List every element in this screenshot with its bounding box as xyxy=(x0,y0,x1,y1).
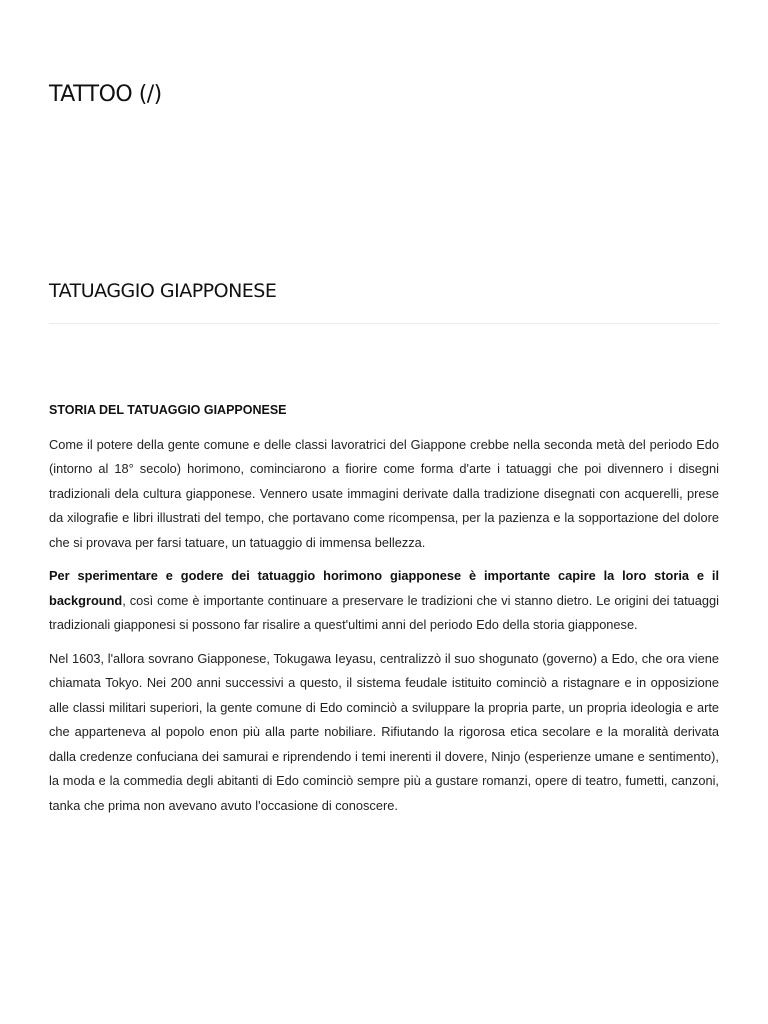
article-paragraph-3: Nel 1603, l'allora sovrano Giapponese, Tokugawa Ieyasu, centralizzò il suo shogunato (governo) a Edo, che ora viene chiamata Tokyo. Nei 200 anni successivi a questo, il sistema feudale istituito cominciò a ristagnare e in opposizione alle classi militari superiori, la gente comune di Edo cominciò a sviluppare la propria parte, un propria ideologia e arte che apparteneva al popolo enon più alla parte nobiliare. Rifiutando la rigorosa etica secolare e la moralità derivata dalla credenze confuciana dei samurai e riprendendo i temi inerenti il dovere, Ninjo (esperienze umane e sentimento), la moda e la commedia degli abitanti di Edo cominciò sempre più a gustare romanzi, opere di teatro, fumetti, canzoni, tanka che prima non avevano avuto l'occasione di conoscere. xyxy=(49,650,719,813)
page-title: TATUAGGIO GIAPPONESE xyxy=(49,280,277,302)
section-heading: STORIA DEL TATUAGGIO GIAPPONESE xyxy=(49,403,287,417)
article-paragraph-1: Come il potere della gente comune e delle classi lavoratrici del Giappone crebbe nella seconda metà del periodo Edo (intorno al 18° secolo) horimono, cominciarono a fiorire come forma d'arte i tatuaggi che poi divennero i disegni tradizionali dela cultura giapponese. Vennero usate immagini derivate dalla tradizione disegnati con acquerelli, prese da xilografie e libri illustrati del tempo, che portavano come ricompensa, per la pazienza e la sopportazione del dolore che si provava per farsi tatuare, un tatuaggio di immensa bellezza. xyxy=(49,436,719,550)
site-title-link[interactable]: TATTOO (/) xyxy=(49,82,162,107)
title-divider xyxy=(49,323,719,324)
article-paragraph-2 xyxy=(49,564,719,638)
article-body xyxy=(49,398,719,827)
article-paragraph-2-rest: , così come è importante continuare a preservare le tradizioni che vi stanno dietro. Le origini dei tatuaggi tradizionali giapponesi si possono far risalire a quest'ultimi anni del periodo Edo della storia giapponese. xyxy=(49,592,719,632)
article-paragraph-2-bold: Per sperimentare e godere dei tatuaggio horimono giapponese è importante capire la loro storia e il background xyxy=(49,568,719,608)
